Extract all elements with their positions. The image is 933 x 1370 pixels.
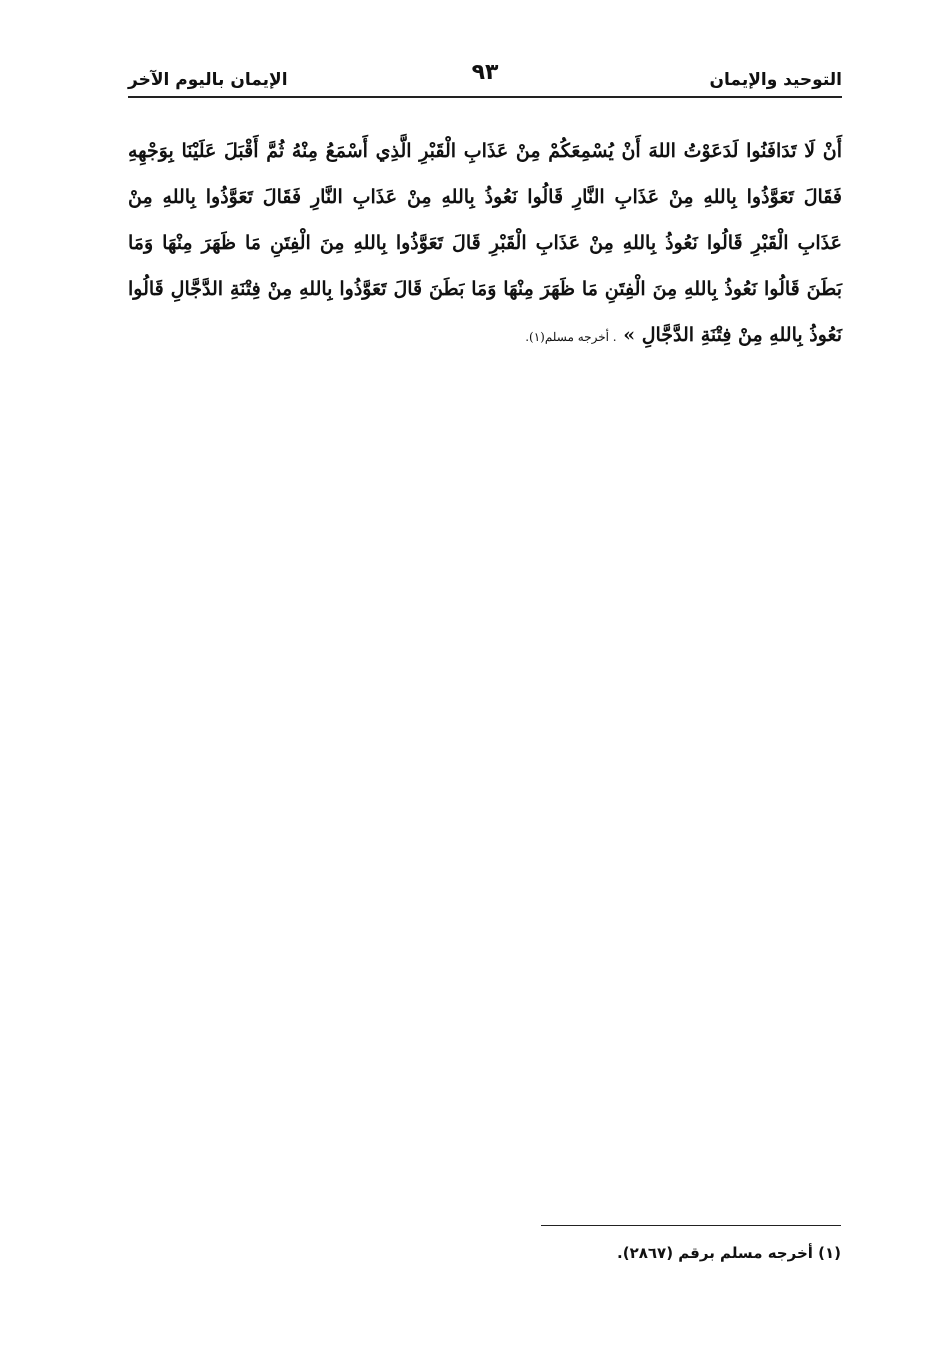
book-title: التوحيد والإيمان xyxy=(709,70,842,90)
hadith-text: أَنْ لَا تَدَافَنُوا لَدَعَوْتُ اللهَ أَنْ يُسْمِعَكُمْ مِنْ عَذَابِ الْقَبْرِ الَّذِي أَسْمَعُ مِنْهُ ثُمَّ أَقْبَلَ عَلَيْنَا بِوَجْهِهِ فَقَالَ تَعَوَّذُوا بِاللهِ مِنْ عَذَابِ النَّارِ قَالُوا نَعُوذُ بِاللهِ مِنْ عَذَابِ النَّارِ فَقَالَ تَعَوَّذُوا بِاللهِ مِنْ عَذَابِ الْقَبْرِ قَالُوا نَعُوذُ بِاللهِ مِنْ عَذَابِ الْقَبْرِ قَالَ تَعَوَّذُوا بِاللهِ مِنَ الْفِتَنِ مَا ظَهَرَ مِنْهَا وَمَا بَطَنَ قَالُوا نَعُوذُ بِاللهِ مِنَ الْفِتَنِ مَا ظَهَرَ مِنْهَا وَمَا بَطَنَ قَالَ تَعَوَّذُوا بِاللهِ مِنْ فِتْنَةِ الدَّجَّالِ قَالُوا نَعُوذُ بِاللهِ مِنْ فِتْنَةِ الدَّجَّالِ » xyxy=(128,140,842,346)
hadith-paragraph xyxy=(128,128,842,360)
footnote: (١) أخرجه مسلم برقم (٢٨٦٧). xyxy=(617,1244,841,1262)
page-number: ٩٣ xyxy=(471,60,499,85)
footnote-divider xyxy=(541,1225,841,1226)
hadith-attribution: . أخرجه مسلم(١). xyxy=(525,330,617,344)
chapter-title: الإيمان باليوم الآخر xyxy=(128,70,288,90)
running-header xyxy=(128,58,842,98)
